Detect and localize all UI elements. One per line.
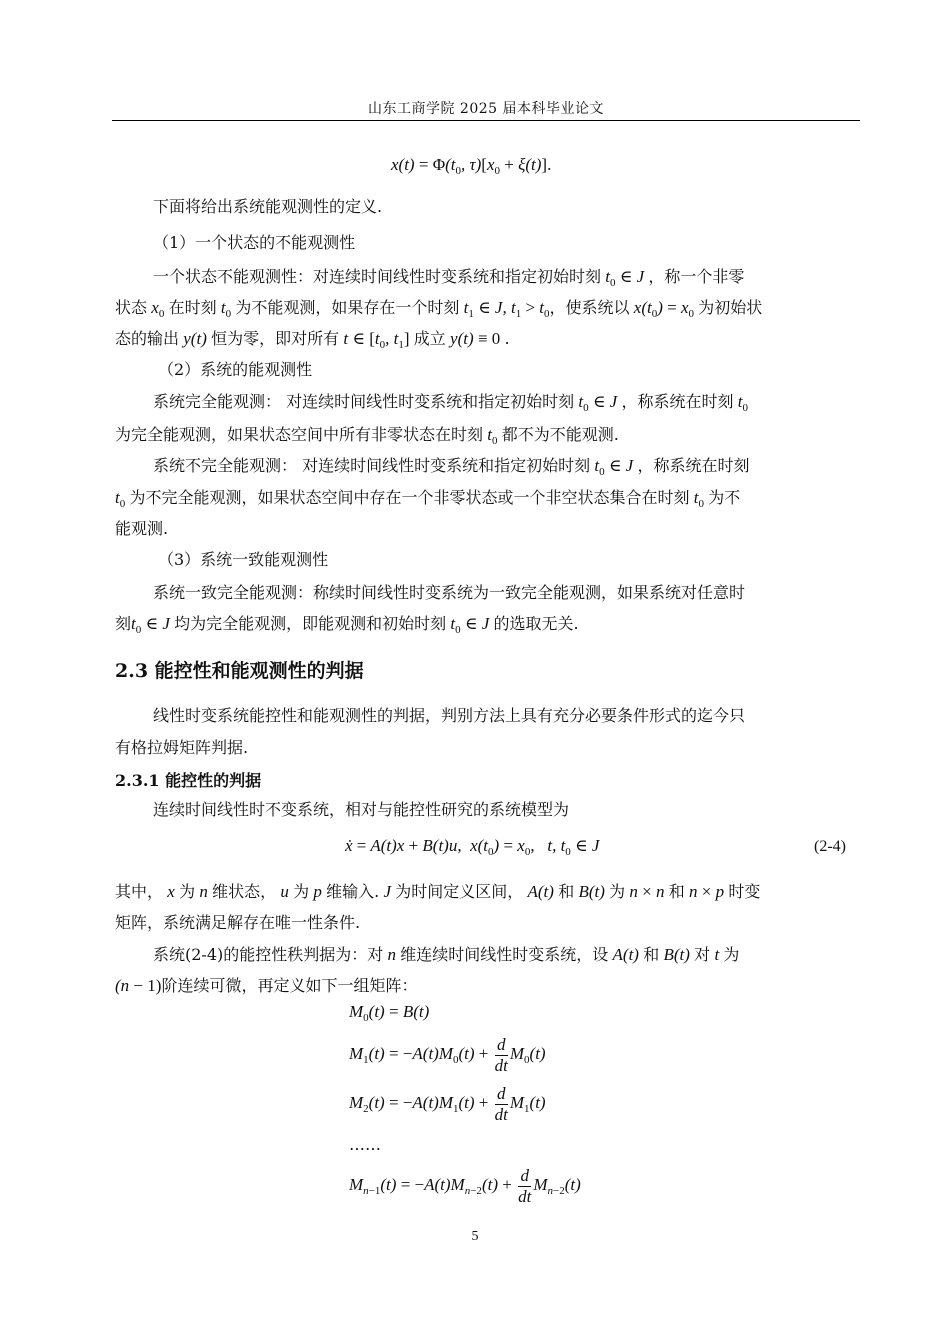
equation-ellipsis: …… (349, 1135, 381, 1154)
paragraph-gramian-l2: 有格拉姆矩阵判据. (115, 738, 249, 757)
paragraph-where-l2: 矩阵，系统满足解存在唯一性条件. (115, 913, 361, 932)
section-heading-2-3: 2.3 能控性和能观测性的判据 (115, 660, 364, 682)
paragraph-intro: 下面将给出系统能观测性的定义. (153, 197, 383, 216)
paragraph-incomplete-observable-l3: 能观测. (115, 519, 169, 538)
derivative-fraction: $\frac{d}{dt}$ (518, 1165, 532, 1206)
equation-number: (2-4) (814, 838, 846, 855)
paragraph-uniform-observable-l1: 系统一致完全能观测：称续时间线性时变系统为一致完全能观测，如果系统对任意时 (153, 583, 746, 602)
equation-m2: $M_2(t) = -A(t)M_1(t)$ + $\frac{d}{dt}$ $M_1(t)$ (349, 1083, 546, 1124)
subsection-heading-2-3-1: 2.3.1 能控性的判据 (115, 771, 262, 790)
paragraph-where-l1: 其中， x 为 n 维状态， u 为 p 维输入. J 为时间定义区间， A(t) 和 B(t) 为 n × n 和 n × p 时变 (115, 882, 761, 901)
paragraph-system-model: 连续时间线性时不变系统，相对与能控性研究的系统模型为 (153, 800, 570, 819)
subsection-item-1: （1）一个状态的不能观测性 (153, 233, 356, 252)
paragraph-unobservable-state-l3: 态的输出 y(t) 恒为零，即对所有 t ∈ [$t_0$, $t_1$] 成立 y(t) ≡ 0 . (115, 329, 510, 351)
equation-2-4: ẋ = A(t)x + B(t)u, $x(t_0) = x_0$, t, $t_0$ ∈ J (345, 836, 600, 858)
paragraph-incomplete-observable-l2: $t_0$ 为不完全能观测，如果状态空间中存在一个非零状态或一个非空状态集合在时刻 $t_0$ 为不 (115, 488, 741, 510)
derivative-fraction: $\frac{d}{dt}$ (494, 1083, 508, 1124)
paragraph-gramian-l1: 线性时变系统能控性和能观测性的判据，判别方法上具有充分必要条件形式的迄今只 (153, 706, 746, 725)
subsection-item-3: （3）系统一致能观测性 (158, 550, 329, 569)
equation-m0: $M_0(t) = B(t)$ (349, 1002, 430, 1024)
equation-mn-1: $M_{n-1}(t) = -A(t)M_{n-2}(t)$ + $\frac{d}{dt}$ $M_{n-2}(t)$ (349, 1165, 581, 1206)
equation-m1: $M_1(t) = -A(t)M_0(t)$ + $\frac{d}{dt}$ $M_0(t)$ (349, 1034, 546, 1075)
running-header: 山东工商学院 2025 届本科毕业论文 (367, 101, 605, 117)
paragraph-complete-observable-l2: 为完全能观测，如果状态空间中所有非零状态在时刻 $t_0$ 都不为不能观测. (115, 425, 619, 447)
equation-solution: $x(t) = \Phi(t_0$, $\tau)[x_0 + \xi(t)]$. (391, 155, 552, 177)
paragraph-complete-observable-l1: 系统完全能观测： 对连续时间线性时变系统和指定初始时刻 $t_0$ ∈ J ，称系统在时刻 $t_0$ (153, 392, 748, 414)
paragraph-uniform-observable-l2: 刻$t_0$ ∈ J 均为完全能观测，即能观测和初始时刻 $t_0$ ∈ J 的选取无关. (115, 614, 579, 636)
paragraph-rank-criterion-l2: (n − 1)阶连续可微，再定义如下一组矩阵： (115, 976, 418, 995)
page-number: 5 (471, 1229, 479, 1244)
subsection-item-2: （2）系统的能观测性 (158, 360, 313, 379)
header-rule (112, 120, 860, 121)
paragraph-unobservable-state-l1: 一个状态不能观测性：对连续时间线性时变系统和指定初始时刻 $t_0$ ∈ J ，称一个非零 (153, 267, 745, 289)
paragraph-unobservable-state-l2: 状态 $x_0$ 在时刻 $t_0$ 为不能观测，如果存在一个时刻 $t_1$ ∈ J, $t_1 > t_0$，使系统以 $x(t_0) = x_0$ 为初始状 (115, 298, 763, 320)
paragraph-rank-criterion-l1: 系统(2-4)的能控性秩判据为：对 n 维连续时间线性时变系统，设 A(t) 和 B(t) 对 t 为 (153, 945, 740, 964)
paragraph-incomplete-observable-l1: 系统不完全能观测： 对连续时间线性时变系统和指定初始时刻 $t_0$ ∈ J ，称系统在时刻 (153, 456, 750, 478)
derivative-fraction: $\frac{d}{dt}$ (494, 1034, 508, 1075)
